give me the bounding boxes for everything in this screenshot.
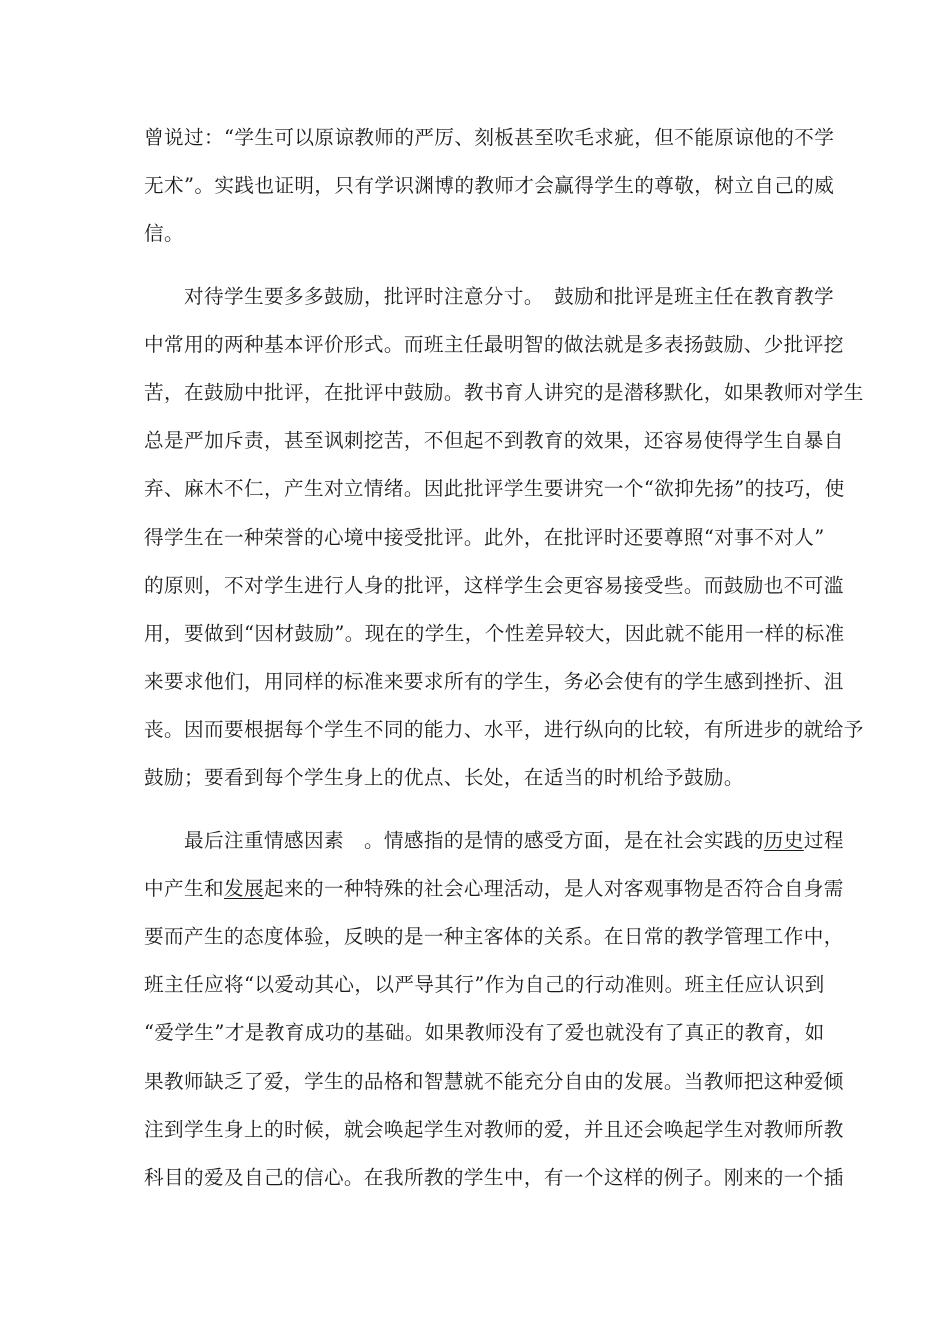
document-page [144,114,864,1202]
text-line: “爱学生”才是教育成功的基础。如果教师没有了爱也就没有了真正的教育，如 [144,1021,825,1045]
text-line: 信。 [144,222,184,246]
text-line: 科目的爱及自己的信心。在我所教的学生中，有一个这样的例子。刚来的一个插 [144,1165,844,1189]
text-segment: 中产生和 [144,876,224,900]
text-line: 注到学生身上的时候，就会唤起学生对教师的爱，并且还会唤起学生对教师所教 [144,1117,844,1141]
link-history[interactable]: 历史 [763,828,804,852]
text-line: 果教师缺乏了爱，学生的品格和智慧就不能充分自由的发展。当教师把这种爱倾 [144,1069,844,1093]
text-segment: 起来的一种特殊的社会心理活动，是人对客观事物是否符合自身需 [263,876,844,900]
text-line: 用，要做到“因材鼓励”。现在的学生，个性差异较大，因此就不能用一样的标准 [144,621,845,645]
text-line: 的原则，不对学生进行人身的批评，这样学生会更容易接受些。而鼓励也不可滥 [144,573,844,597]
text-line [144,817,844,865]
paragraph-emotion [144,817,844,1203]
link-development[interactable]: 发展 [223,876,264,900]
text-line: 总是严加斥责，甚至讽刺挖苦，不但起不到教育的效果，还容易使得学生自暴自 [144,429,844,453]
paragraph-encouragement [144,273,864,803]
text-line: 曾说过：“学生可以原谅教师的严厉、刻板甚至吹毛求疵，但不能原谅他的不学 [144,126,835,149]
text-line: 对待学生要多多鼓励，批评时注意分寸。 鼓励和批评是班主任在教育教学 [184,284,834,308]
text-line: 中常用的两种基本评价形式。而班主任最明智的做法就是多表扬鼓励、少批评挖 [144,332,844,356]
text-line: 无术”。实践也证明，只有学识渊博的教师才会赢得学生的尊敬，树立自己的威 [144,174,835,198]
text-line: 来要求他们，用同样的标准来要求所有的学生，务必会使有的学生感到挫折、沮 [144,670,844,694]
text-segment: 最后注重情感因素 。情感指的是情的感受方面，是在社会实践的 [184,828,764,852]
text-line: 丧。因而要根据每个学生不同的能力、水平，进行纵向的比较，有所进步的就给予 [144,718,864,742]
text-line: 鼓励；要看到每个学生身上的优点、长处，在适当的时机给予鼓励。 [144,766,744,790]
paragraph-teacher-knowledge [144,114,835,259]
text-line: 得学生在一种荣誉的心境中接受批评。此外，在批评时还要尊照“对事不对人” [144,525,825,549]
text-line: 弃、麻木不仁，产生对立情绪。因此批评学生要讲究一个“欲抑先扬”的技巧，使 [144,477,845,501]
text-line: 苦，在鼓励中批评，在批评中鼓励。教书育人讲究的是潜移默化，如果教师对学生 [144,380,864,404]
text-line: 班主任应将“以爱动其心，以严导其行”作为自己的行动准则。班主任应认识到 [144,973,825,997]
text-line: 要而产生的态度体验，反映的是一种主客体的关系。在日常的教学管理工作中， [144,925,844,948]
text-segment: 过程 [803,828,844,852]
text-line [144,865,844,913]
